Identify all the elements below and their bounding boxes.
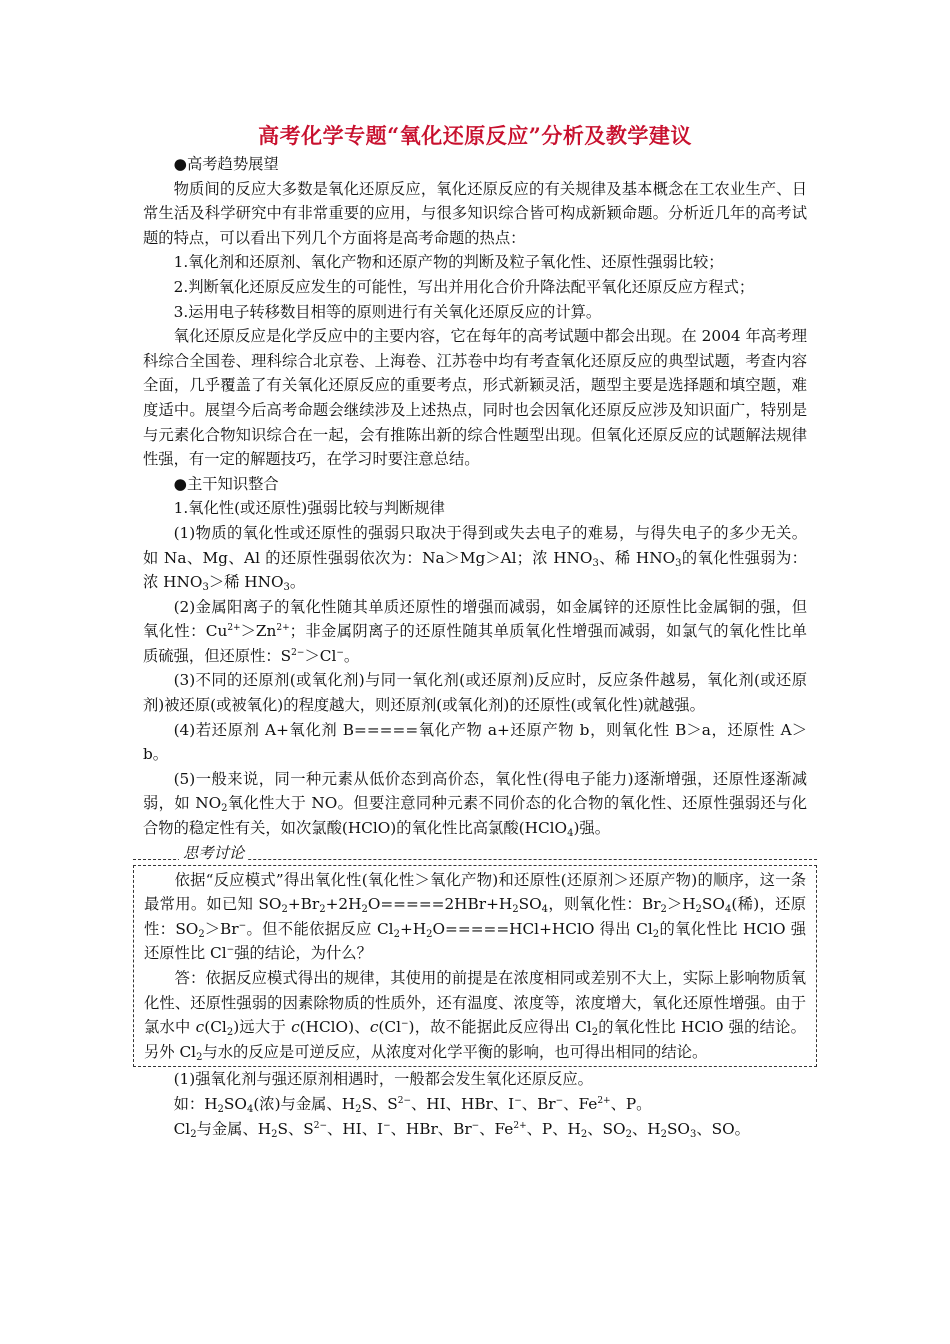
page-title: 高考化学专题“氧化还原反应”分析及教学建议 bbox=[258, 123, 692, 148]
paragraph-trend: 氧化还原反应是化学反应中的主要内容，它在每年的高考试题中都会出现。在 2004 年高考理科综合全国卷、理科综合北京卷、上海卷、江苏卷中均有考查氧化还原反应的典型试题，考查内容全面，几乎覆盖了有关氧化还原反应的重要考点，形式新颖灵活，题型主要是选择题和填空题，难度适中。展望今后高考命题会继续涉及上述热点，同时也会因氧化还原反应涉及知识面广，特别是与元素化合物知识综合在一起，会有推陈出新的综合性题型出现。但氧化还原反应的试题解法规律性强，有一定的解题技巧，在学习时要注意总结。 bbox=[143, 327, 807, 469]
subheading-rules: 1.氧化性(或还原性)强弱比较与判断规律 bbox=[173, 499, 445, 518]
document-body bbox=[143, 152, 807, 1141]
list-item: 2.判断氧化还原反应发生的可能性，写出并用化合价升降法配平氧化还原反应方程式； bbox=[173, 277, 755, 296]
discussion-header bbox=[143, 841, 807, 865]
rule-3: (3)不同的还原剂(或氧化剂)与同一氧化剂(或还原剂)反应时，反应条件越易，氧化剂(或还原剂)被还原(或被氧化)的程度越大，则还原剂(或氧化剂)的还原性(或氧化性)就越强。 bbox=[143, 671, 807, 715]
discussion-answer: 答：依据反应模式得出的规律，其使用的前提是在浓度相同或差别不大上，实际上影响物质氧化性、还原性强弱的因素除物质的性质外，还有温度、浓度等，浓度增大，氧化还原性增强。由于氯水中 $c(Cl_2)$远大于 c(HClO)、c(Cl−)，故不能据此反应得出 $Cl_2$的氧化性比 HClO 强的结论。另外 $Cl_2$与水的反应是可逆反应，从浓度对化学平衡的影响，也可得出相同的结论。 bbox=[144, 969, 806, 1063]
discussion-label: 思考讨论 bbox=[179, 841, 248, 866]
section-heading-knowledge: ●主干知识整合 bbox=[173, 474, 279, 493]
section-heading-trend: ●高考趋势展望 bbox=[173, 155, 279, 173]
paragraph-cl2-examples: $Cl_2$与金属、$H_2S$、$S^{2-}$、HI、I−、HBr、Br−、$Fe^{2+}$、P、$H_2$、$SO_2$、$H_2SO_3$、SO。 bbox=[173, 1119, 750, 1140]
paragraph-intro: 物质间的反应大多数是氧化还原反应，氧化还原反应的有关规律及基本概念在工农业生产、日常生活及科学研究中有非常重要的应用，与很多知识综合皆可构成新颖命题。分析近几年的高考试题的特点，可以看出下列几个方面将是高考命题的热点： bbox=[143, 179, 807, 247]
rule-1: (1)物质的氧化性或还原性的强弱只取决于得到或失去电子的难易，与得失电子的多少无关。如 Na、Mg、Al 的还原性强弱依次为：Na＞Mg＞Al；浓 $HNO_3$、稀 $HNO_3$的氧化性强弱为：浓 $HNO_3>$稀 $HNO_3$。 bbox=[143, 523, 807, 594]
discussion-question: 依据“反应模式”得出氧化性(氧化性＞氧化产物)和还原性(还原剂＞还原产物)的顺序，这一条最常用。如已知 $SO_2+Br_2+2H_2O=====2HBr+H_2SO_4$，则氧化性：$Br_2>H_2SO_4$(稀)，还原性：$SO_2>Br^-$。但不能依据反应 $Cl_2+H_2O=====HCl+HClO$ 得出 $Cl_2$的氧化性比 HClO 强还原性比 Cl−强的结论，为什么？ bbox=[144, 870, 807, 963]
rule-2: (2)金属阳离子的氧化性随其单质还原性的增强而减弱，如金属锌的还原性比金属铜的强，但氧化性：$Cu^{2+}>Zn^{2+}$；非金属阴离子的还原性随其单质氧化性增强而减弱，如氯气的氧化性比单质硫强，但还原性：$S^{2-}>Cl^-$。 bbox=[143, 597, 807, 665]
discussion-box bbox=[133, 865, 817, 1068]
list-item: 3.运用电子转移数目相等的原则进行有关氧化还原反应的计算。 bbox=[173, 302, 602, 321]
rule-5: (5)一般来说，同一种元素从低价态到高价态，氧化性(得电子能力)逐渐增强，还原性逐渐减弱，如 $NO_2$氧化性大于 NO。但要注意同种元素不同价态的化合物的氧化性、还原性强弱还与化合物的稳定性有关，如次氯酸(HClO)的氧化性比高氯酸(HClO$_4$)强。 bbox=[143, 769, 807, 840]
rule-4: (4)若还原剂 A+氧化剂 B=====氧化产物 a+还原产物 b，则氧化性 B＞a，还原性 A＞b。 bbox=[143, 720, 807, 764]
paragraph-h2so4-examples: 如：$H_2SO_4$(浓)与金属、$H_2S$、$S^{2-}$、HI、HBr、I−、Br−、$Fe^{2+}$、P。 bbox=[173, 1094, 652, 1115]
paragraph-strong-agents: (1)强氧化剂与强还原剂相遇时，一般都会发生氧化还原反应。 bbox=[173, 1070, 593, 1089]
list-item: 1.氧化剂和还原剂、氧化产物和还原产物的判断及粒子氧化性、还原性强弱比较； bbox=[173, 253, 724, 272]
